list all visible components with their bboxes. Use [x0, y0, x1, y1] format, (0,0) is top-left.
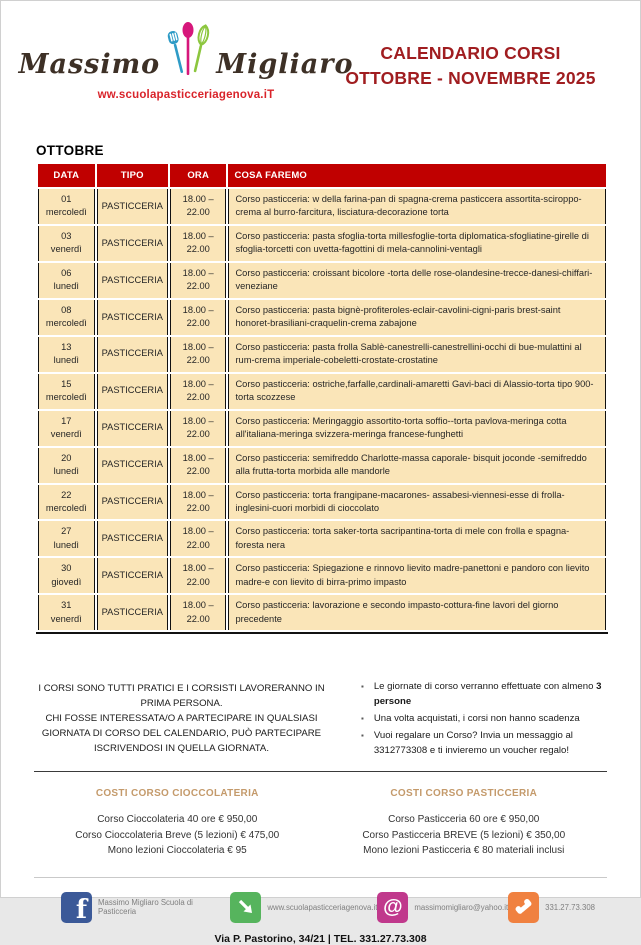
facebook-contact[interactable] — [61, 892, 230, 923]
phone-label: 331.27.73.308 — [545, 902, 595, 912]
description-cell: Corso pasticceria: Meringaggio assortito-torta soffio--torta pavlova-meringa cotta all'italiana-meringa svizzera-meringa francese-funghetti — [228, 411, 606, 446]
day-number: 31 — [61, 600, 72, 611]
bullet-text — [374, 729, 607, 758]
column-header-data: DATA — [38, 164, 95, 187]
month-heading: OTTOBRE — [36, 143, 104, 158]
title-block — [331, 41, 610, 101]
email-at-icon: @ — [377, 892, 408, 923]
tipo-cell: PASTICCERIA — [97, 595, 168, 630]
bullet-item — [361, 712, 607, 726]
table-header-row — [38, 164, 606, 187]
phone-icon — [508, 892, 539, 923]
website-label: www.scuolapasticceriagenova.it — [267, 902, 378, 912]
ora-cell: 18.00 – 22.00 — [170, 448, 227, 483]
column-header-tipo: TIPO — [97, 164, 168, 187]
tipo-cell: PASTICCERIA — [97, 521, 168, 556]
table-row — [38, 263, 606, 298]
bullet-item — [361, 680, 607, 709]
weekday: mercoledì — [45, 502, 87, 513]
weekday: giovedì — [51, 576, 82, 587]
date-cell — [38, 263, 95, 298]
ora-cell: 18.00 – 22.00 — [170, 558, 227, 593]
ora-cell: 18.00 – 22.00 — [170, 485, 227, 520]
tipo-cell: PASTICCERIA — [97, 411, 168, 446]
column-header-cosa-faremo: COSA FAREMO — [228, 164, 606, 187]
page-header — [1, 1, 640, 101]
description-cell: Corso pasticceria: torta saker-torta sacripantina-torta di mele con frolla e spagna-foresta nera — [228, 521, 606, 556]
table-row — [38, 337, 606, 372]
date-cell — [38, 374, 95, 409]
date-cell — [38, 521, 95, 556]
table-row — [38, 226, 606, 261]
practical-courses-note — [34, 678, 329, 761]
table-row — [38, 374, 606, 409]
tipo-cell: PASTICCERIA — [97, 448, 168, 483]
email-contact[interactable] — [377, 892, 508, 923]
bullet-square-icon: ▪ — [361, 731, 364, 741]
table-row — [38, 521, 606, 556]
day-number: 08 — [61, 304, 72, 315]
facebook-label: Massimo Migliaro Scuola di Pasticceria — [98, 898, 193, 917]
date-cell — [38, 411, 95, 446]
day-number: 30 — [61, 563, 72, 574]
ora-cell: 18.00 – 22.00 — [170, 411, 227, 446]
note-line-1: I CORSI SONO TUTTI PRATICI E I CORSISTI LAVORERANNO IN PRIMA PERSONA. — [38, 683, 325, 710]
weekday: lunedì — [53, 355, 79, 366]
cost-line: Mono lezioni Pasticceria € 80 materiali inclusi — [363, 845, 565, 857]
day-number: 15 — [61, 378, 72, 389]
ora-cell: 18.00 – 22.00 — [170, 374, 227, 409]
costs-pasticceria — [321, 788, 608, 859]
costs-pasticceria-title: COSTI CORSO PASTICCERIA — [390, 788, 538, 800]
footer-divider — [34, 877, 607, 878]
day-number: 13 — [61, 341, 72, 352]
description-cell: Corso pasticceria: croissant bicolore -torta delle rose-olandesine-trecce-danesi-chiffari-veneziane — [228, 263, 606, 298]
costs-section — [34, 788, 607, 859]
weekday: mercoledì — [45, 207, 87, 218]
weekday: mercoledì — [45, 318, 87, 329]
weekday: lunedì — [53, 539, 79, 550]
day-number: 06 — [61, 267, 72, 278]
day-number: 17 — [61, 415, 72, 426]
bullet-text — [374, 712, 580, 726]
website-arrow-icon — [230, 892, 261, 923]
tipo-cell: PASTICCERIA — [97, 337, 168, 372]
cost-line: Mono lezioni Cioccolateria € 95 — [107, 845, 247, 857]
description-cell: Corso pasticceria: lavorazione e secondo impasto-cottura-fine lavori del giorno precedente — [228, 595, 606, 630]
cost-line: Corso Cioccolateria 40 ore € 950,00 — [97, 814, 258, 826]
table-row — [38, 485, 606, 520]
info-bullets — [329, 678, 607, 761]
description-cell: Corso pasticceria: w della farina-pan di spagna-crema pasticcera assortita-sciroppo-crema al burro-farcitura, lisciatura-decorazione torta — [228, 189, 606, 224]
info-section — [34, 678, 607, 761]
day-number: 20 — [61, 452, 72, 463]
tipo-cell: PASTICCERIA — [97, 300, 168, 335]
weekday: venerdì — [50, 429, 82, 440]
weekday: lunedì — [53, 281, 79, 292]
weekday: venerdì — [50, 613, 82, 624]
description-cell: Corso pasticceria: torta frangipane-macarones- assabesi-viennesi-esse di frolla-inglesini-cuori morbidi di cioccolato — [228, 485, 606, 520]
tipo-cell: PASTICCERIA — [97, 189, 168, 224]
footer-contacts — [61, 892, 595, 923]
bullet-text — [374, 680, 607, 709]
table-row — [38, 411, 606, 446]
ora-cell: 18.00 – 22.00 — [170, 300, 227, 335]
website-contact[interactable] — [230, 892, 377, 923]
title-line-2: OTTOBRE - NOVEMBRE 2025 — [345, 68, 596, 89]
day-number: 01 — [61, 194, 72, 204]
logo-word-first: Massimo — [18, 49, 161, 80]
title-line-1: CALENDARIO CORSI — [380, 43, 561, 63]
description-cell: Corso pasticceria: pasta sfoglia-torta millesfoglie-torta diplomatica-sfogliatine-girelle di sfoglia-torcetti con uvetta-fagottini di mela-cannolini-ventagli — [228, 226, 606, 261]
kitchen-utensils-icon — [162, 21, 214, 82]
logo-website-link[interactable]: ww.scuolapasticceriagenova.iT — [97, 89, 275, 101]
description-cell: Corso pasticceria: semifreddo Charlotte-massa caporale- bisquit joconde -semifreddo alla frutta-torta morbida alle mandorle — [228, 448, 606, 483]
bullet-item — [361, 729, 607, 758]
costs-cioccolateria — [34, 788, 321, 859]
table-row — [38, 595, 606, 630]
date-cell — [38, 485, 95, 520]
date-cell — [38, 300, 95, 335]
cost-line: Corso Cioccolateria Breve (5 lezioni) € 475,00 — [75, 829, 280, 841]
date-cell — [38, 558, 95, 593]
bullet-square-icon: ▪ — [361, 682, 364, 692]
logo — [18, 21, 354, 101]
day-number: 03 — [61, 230, 72, 241]
tipo-cell: PASTICCERIA — [97, 485, 168, 520]
logo-line — [18, 21, 354, 82]
table-row — [38, 448, 606, 483]
description-cell: Corso pasticceria: Spiegazione e rinnovo lievito madre-panettoni e pandoro con lievito madre-e con lievito di birra-primo impasto — [228, 558, 606, 593]
weekday: mercoledì — [45, 392, 87, 403]
bullet-text-pre: Vuoi regalare un Corso? Invia un messaggio al 3312773308 e ti invieremo un voucher regalo! — [373, 730, 573, 756]
costs-cioccolateria-title: COSTI CORSO CIOCCOLATERIA — [95, 788, 259, 800]
address-line: Via P. Pastorino, 34/21 | TEL. 331.27.73.308 — [214, 932, 427, 945]
description-cell: Corso pasticceria: pasta frolla Sablè-canestrelli-canestrellini-occhi di bue-mulattini al rum-crema imperiale-cobeletti-crostate-crostatine — [228, 337, 606, 372]
date-cell — [38, 448, 95, 483]
column-header-ora: ORA — [170, 164, 227, 187]
note-line-2: CHI FOSSE INTERESSATA/O A PARTECIPARE IN QUALSIASI GIORNATA DI CORSO DEL CALENDARIO, PUÒ PARTECIPARE ISCRIVENDOSI IN QUELLA GIORNATA. — [41, 712, 322, 754]
ora-cell: 18.00 – 22.00 — [170, 263, 227, 298]
date-cell — [38, 226, 95, 261]
day-number: 22 — [61, 489, 72, 500]
description-cell: Corso pasticceria: ostriche,farfalle,cardinali-amaretti Gavi-baci di Alassio-torta tipo 900-torta scozzese — [228, 374, 606, 409]
ora-cell: 18.00 – 22.00 — [170, 521, 227, 556]
description-cell: Corso pasticceria: pasta bignè-profiteroles-eclair-cavolini-cigni-paris brest-saint honoret-brasiliani-craquelin-crema zabajone — [228, 300, 606, 335]
table-row — [38, 189, 606, 224]
phone-contact[interactable] — [508, 892, 595, 923]
ora-cell: 18.00 – 22.00 — [170, 595, 227, 630]
table-row — [38, 300, 606, 335]
facebook-icon: f — [61, 892, 92, 923]
bullet-square-icon: ▪ — [361, 714, 364, 724]
course-calendar-table — [36, 162, 608, 634]
section-divider — [34, 771, 607, 772]
weekday: lunedì — [53, 466, 79, 477]
day-number: 27 — [61, 526, 72, 537]
page-title — [331, 41, 610, 92]
tipo-cell: PASTICCERIA — [97, 374, 168, 409]
bullet-text-bold: 3 persone — [373, 681, 602, 707]
date-cell — [38, 189, 95, 224]
logo-word-last: Migliaro — [216, 49, 354, 80]
ora-cell: 18.00 – 22.00 — [170, 226, 227, 261]
bullet-text-pre: Una volta acquistati, i corsi non hanno scadenza — [373, 713, 580, 725]
email-label: massimomigliaro@yahoo.it — [414, 902, 509, 912]
ora-cell: 18.00 – 22.00 — [170, 337, 227, 372]
weekday: venerdì — [50, 244, 82, 255]
bullet-text-pre: Le giornate di corso verranno effettuate con almeno — [373, 681, 597, 693]
cost-line: Corso Pasticceria BREVE (5 lezioni) € 350,00 — [362, 829, 566, 841]
tipo-cell: PASTICCERIA — [97, 226, 168, 261]
date-cell — [38, 595, 95, 630]
tipo-cell: PASTICCERIA — [97, 263, 168, 298]
date-cell — [38, 337, 95, 372]
cost-line: Corso Pasticceria 60 ore € 950,00 — [388, 814, 540, 826]
tipo-cell: PASTICCERIA — [97, 558, 168, 593]
table-row — [38, 558, 606, 593]
ora-cell: 18.00 – 22.00 — [170, 189, 227, 224]
